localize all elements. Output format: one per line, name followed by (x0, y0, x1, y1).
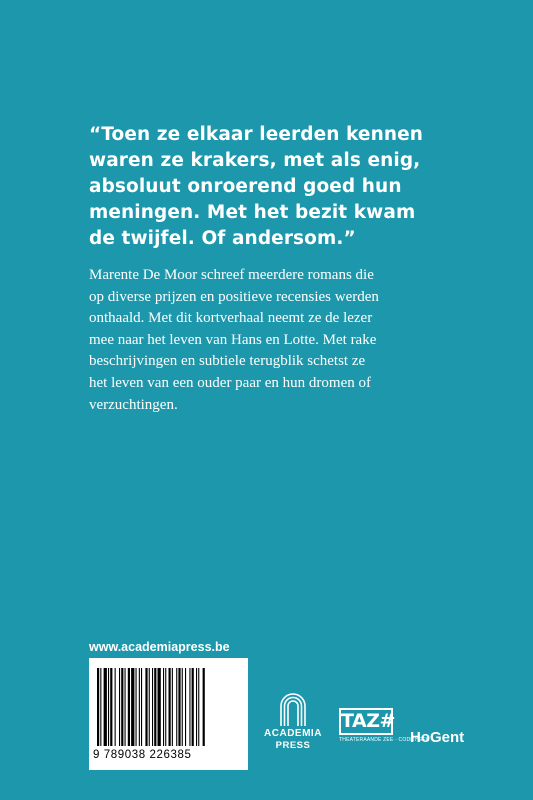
hogent-logo: HoGent (410, 729, 465, 746)
academia-label: ACADEMIA (264, 728, 322, 739)
barcode-bars (97, 668, 240, 748)
academia-press-logo (262, 684, 324, 764)
author-blurb: Marente De Moor schreef meerdere romans die op diverse prijzen en positieve recensies werden onthaald. Met dit kortverhaal neemt ze de lezer mee naar het leven van Hans en Lotte. Met rake beschrijvingen en subtiele terugblik schetst ze het leven van een ouder paar en hun dromen of verzuchtingen. (89, 267, 379, 413)
press-label: PRESS (275, 740, 311, 751)
publisher-website: www.academiapress.be (89, 640, 230, 654)
isbn-number: 9 789038 226385 (93, 749, 192, 761)
arch-icon (262, 684, 324, 728)
taz-name: TAZ# (339, 708, 393, 735)
back-cover-quote: “Toen ze elkaar leerden kennen waren ze krakers, met als enig, absoluut onroerend goed hun meningen. Met het bezit kwam de twijfel. Of andersom.” (89, 124, 424, 249)
taz-logo (339, 708, 430, 748)
isbn-barcode (89, 658, 248, 770)
taz-subtitle: THEATERAANDE ZEE · CODITHEEK (339, 737, 430, 743)
